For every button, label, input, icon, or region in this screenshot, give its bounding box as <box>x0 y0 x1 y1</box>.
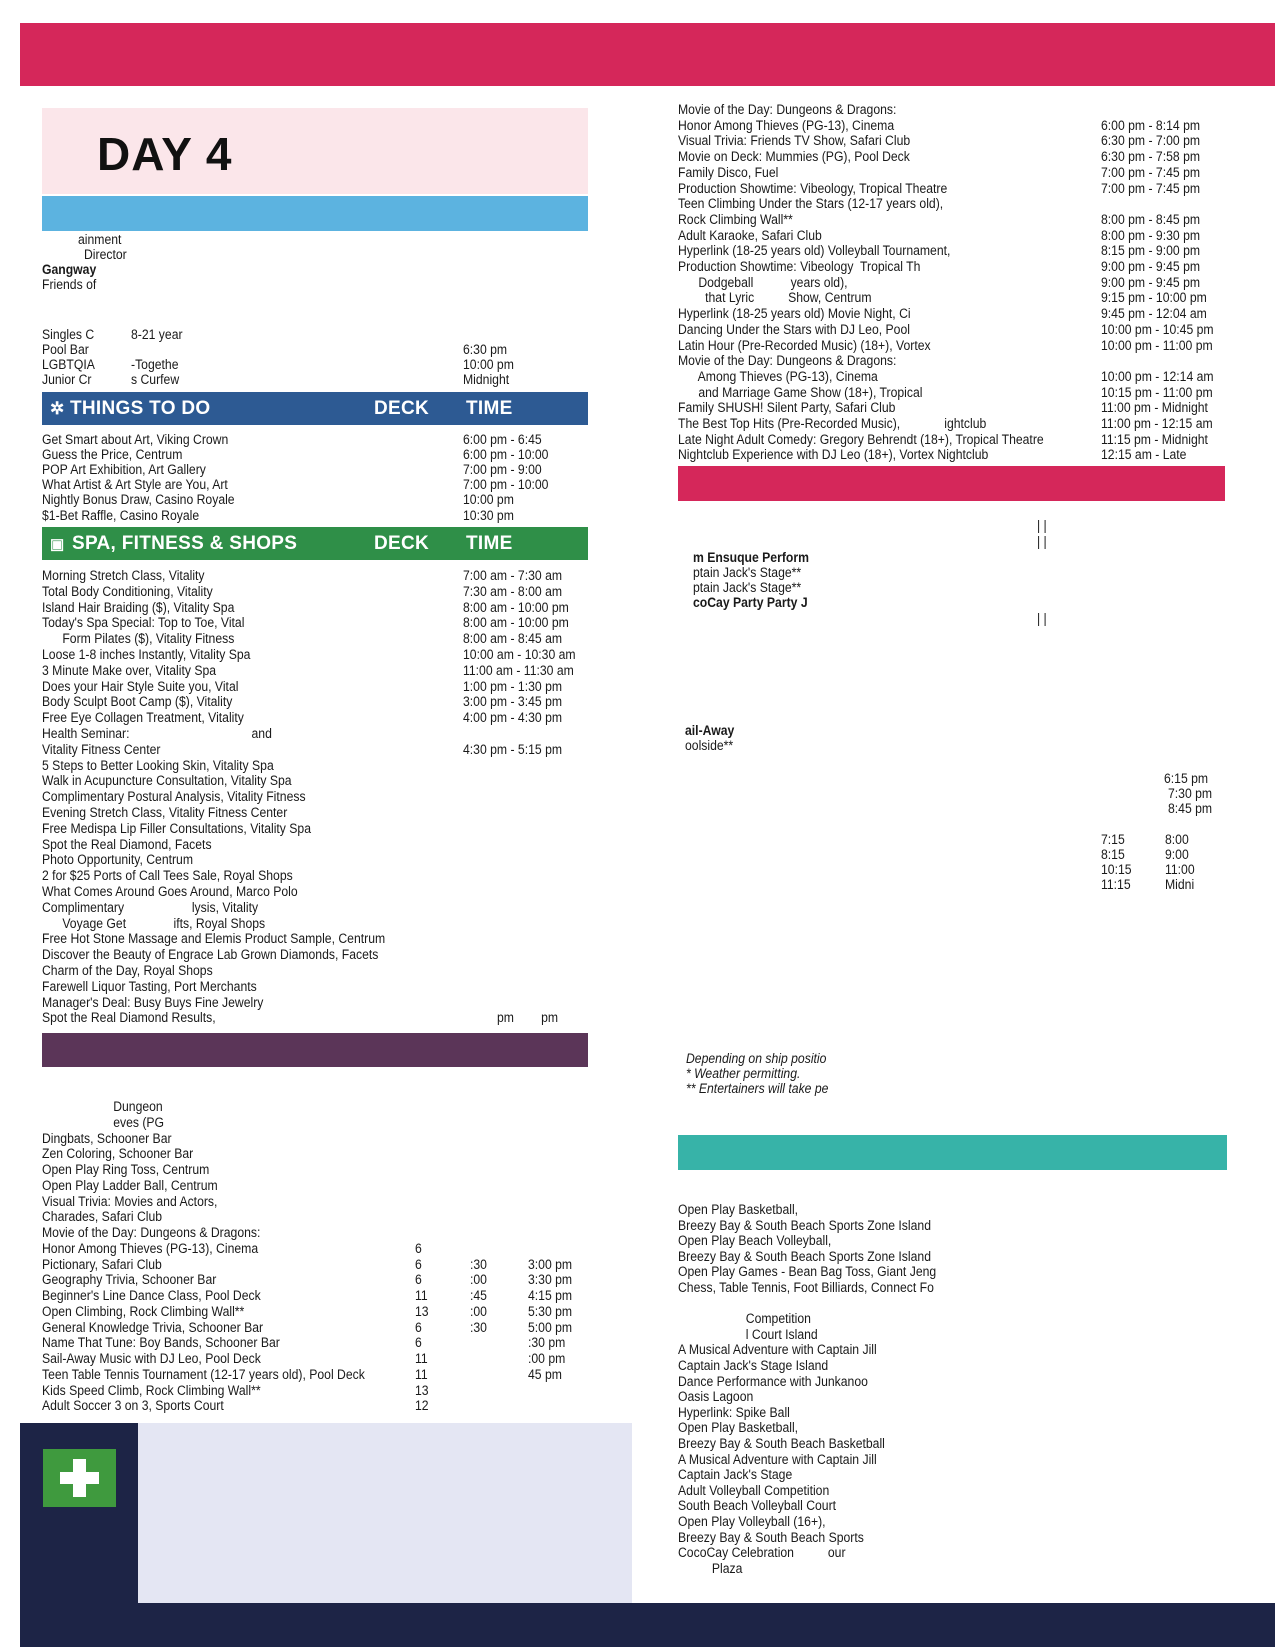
island-activity-line: Open Play Games - Bean Bag Toss, Giant Jeng <box>678 1264 937 1281</box>
spa-event-time: 7:00 am - 7:30 am <box>463 568 563 584</box>
sailaway-line: ail-Away <box>685 723 735 739</box>
island-activity-line: Plaza <box>678 1560 743 1577</box>
activity-name: Adult Soccer 3 on 3, Sports Court <box>42 1398 224 1415</box>
activity-end: 3:00 pm <box>528 1256 573 1273</box>
activity-end: 45 pm <box>528 1366 562 1383</box>
activity-name: Teen Table Tennis Tournament (12-17 years old), Pool Deck <box>42 1366 365 1383</box>
spa-event-name: Morning Stretch Class, Vitality <box>42 568 205 584</box>
evening-event-name: Family SHUSH! Silent Party, Safari Club <box>678 400 896 417</box>
spa-event-name: Total Body Conditioning, Vitality <box>42 583 213 600</box>
spa-event-name: Complimentary Postural Analysis, Vitality Fitness <box>42 789 306 806</box>
activity-name: Charades, Safari Club <box>42 1209 163 1226</box>
spa-fitness-shops-header <box>42 527 588 560</box>
spa-event-name: Vitality Fitness Center <box>42 741 161 758</box>
show-name: coCay Party Party J <box>693 595 808 612</box>
star-icon: ✲ <box>50 399 65 418</box>
activity-start: :30 <box>470 1256 487 1273</box>
spa-event-name: Walk in Acupuncture Consultation, Vitality Spa <box>42 773 292 790</box>
intro-event-time: Midnight <box>463 372 510 389</box>
spa-event-name: Body Sculpt Boot Camp ($), Vitality <box>42 694 233 711</box>
top-banner-bar <box>20 23 1275 86</box>
evening-event-name: Production Showtime: Vibeology Tropical Th <box>678 259 921 275</box>
things-event-name: Nightly Bonus Draw, Casino Royale <box>42 492 235 509</box>
spa-event-time: 8:00 am - 10:00 pm <box>463 599 569 616</box>
footnote-line: ** Entertainers will take pe <box>686 1081 829 1098</box>
activity-deck: 13 <box>415 1303 429 1320</box>
activity-name: Movie of the Day: Dungeons & Dragons: <box>42 1225 261 1241</box>
column-marker: | | <box>1037 534 1047 550</box>
intro-event-detail: 8-21 year <box>131 327 183 343</box>
evening-event-name: and Marriage Game Show (18+), Tropical <box>678 384 923 401</box>
evening-event-name: Production Showtime: Vibeology, Tropical Theatre <box>678 180 948 197</box>
things-event-time: 10:30 pm <box>463 507 514 524</box>
activity-end: 4:15 pm <box>528 1288 573 1304</box>
evening-event-time: 9:45 pm - 12:04 am <box>1101 306 1207 323</box>
show-time-late: 9:00 <box>1165 847 1189 864</box>
evening-event-time: 8:00 pm - 9:30 pm <box>1101 227 1201 244</box>
activity-deck: 12 <box>415 1398 429 1415</box>
show-name: m Ensuque Perform <box>693 550 809 566</box>
island-activity-line: Hyperlink: Spike Ball <box>678 1404 790 1421</box>
evening-event-name: Movie on Deck: Mummies (PG), Pool Deck <box>678 149 910 166</box>
spa-event-time: 4:30 pm - 5:15 pm <box>463 741 563 758</box>
things-event-time: 7:00 pm - 10:00 <box>463 477 549 494</box>
activity-name: General Knowledge Trivia, Schooner Bar <box>42 1319 264 1336</box>
island-activity-line: l Court Island <box>678 1326 818 1343</box>
island-activity-line: Competition <box>678 1311 811 1328</box>
evening-event-name: Adult Karaoke, Safari Club <box>678 227 822 244</box>
island-activity-line: Breezy Bay & South Beach Sports Zone Island <box>678 1217 931 1234</box>
spa-event-name: Complimentary lysis, Vitality <box>42 899 259 916</box>
evening-event-name: Among Thieves (PG-13), Cinema <box>678 368 878 385</box>
show-name: ptain Jack's Stage** <box>693 565 802 582</box>
activity-start: :30 <box>470 1319 487 1336</box>
activity-end: 5:30 pm <box>528 1303 573 1320</box>
evening-event-time: 8:00 pm - 8:45 pm <box>1101 211 1201 228</box>
spa-event-name: 2 for $25 Ports of Call Tees Sale, Royal Shops <box>42 868 293 885</box>
day-title: DAY 4 <box>97 128 233 180</box>
activity-name: eves (PG <box>42 1114 165 1131</box>
activity-deck: 6 <box>415 1272 422 1289</box>
spa-event-time: 10:00 am - 10:30 am <box>463 647 576 663</box>
time-column-label: TIME <box>466 398 513 419</box>
spa-fitness-shops-title: SPA, FITNESS & SHOPS <box>72 533 298 554</box>
evening-event-time: 9:15 pm - 10:00 pm <box>1101 290 1207 307</box>
activity-deck: 13 <box>415 1382 429 1399</box>
activity-name: Open Play Ring Toss, Centrum <box>42 1162 210 1178</box>
spa-event-time: 1:00 pm - 1:30 pm <box>463 678 563 695</box>
spa-event-name: Charm of the Day, Royal Shops <box>42 963 213 979</box>
activity-name: Dingbats, Schooner Bar <box>42 1130 172 1147</box>
island-activity-line: Captain Jack's Stage Island <box>678 1358 829 1374</box>
activity-name: Name That Tune: Boy Bands, Schooner Bar <box>42 1335 280 1352</box>
intro-event-detail: -Togethe <box>131 357 179 374</box>
evening-event-time: 10:00 pm - 12:14 am <box>1101 368 1214 385</box>
evening-event-name: The Best Top Hits (Pre-Recorded Music), ightclub <box>678 416 987 432</box>
evening-event-time: 9:00 pm - 9:45 pm <box>1101 274 1201 291</box>
intro-event-time: 10:00 pm <box>463 357 514 374</box>
spa-event-name: Loose 1-8 inches Instantly, Vitality Spa <box>42 647 251 663</box>
island-activity-line: Breezy Bay & South Beach Sports Zone Island <box>678 1248 931 1265</box>
spa-event-time: 4:00 pm - 4:30 pm <box>463 710 563 727</box>
things-event-name: What Artist & Art Style are You, Art <box>42 477 228 494</box>
bottom-banner-bar <box>20 1603 1275 1647</box>
sailaway-line: oolside** <box>685 738 734 755</box>
things-event-time: 6:00 pm - 10:00 <box>463 447 549 464</box>
evening-event-time: 8:15 pm - 9:00 pm <box>1101 243 1201 260</box>
spa-event-name: Today's Spa Special: Top to Toe, Vital <box>42 615 245 632</box>
footnote-line: * Weather permitting. <box>686 1066 801 1083</box>
activity-name: Beginner's Line Dance Class, Pool Deck <box>42 1288 261 1304</box>
evening-event-time: 6:30 pm - 7:00 pm <box>1101 133 1201 150</box>
spa-event-time: 8:00 am - 8:45 am <box>463 631 563 648</box>
evening-event-time: 10:00 pm - 10:45 pm <box>1101 321 1214 338</box>
things-event-time: 10:00 pm <box>463 492 514 509</box>
activity-name: Geography Trivia, Schooner Bar <box>42 1272 217 1289</box>
activity-name: Pictionary, Safari Club <box>42 1256 162 1273</box>
island-activity-line: Captain Jack's Stage <box>678 1467 793 1484</box>
evening-event-name: Hyperlink (18-25 years old) Volleyball Tournament, <box>678 243 951 260</box>
activity-name: Open Play Ladder Ball, Centrum <box>42 1177 218 1194</box>
things-to-do-title: THINGS TO DO <box>70 398 211 419</box>
island-activity-line: Breezy Bay & South Beach Sports <box>678 1529 864 1546</box>
show-time: 8:45 pm <box>1168 801 1213 818</box>
things-event-name: Guess the Price, Centrum <box>42 447 183 464</box>
evening-event-name: Latin Hour (Pre-Recorded Music) (18+), Vortex <box>678 337 931 354</box>
activity-name: Dungeon <box>42 1099 163 1115</box>
island-activity-line: Open Play Beach Volleyball, <box>678 1233 832 1250</box>
activity-name: Kids Speed Climb, Rock Climbing Wall** <box>42 1382 261 1399</box>
activity-deck: 6 <box>415 1319 422 1336</box>
intro-event-name: Pool Bar <box>42 342 89 359</box>
activity-name: Open Climbing, Rock Climbing Wall** <box>42 1303 245 1320</box>
deck-column-label: DECK <box>374 398 430 419</box>
evening-event-name: Teen Climbing Under the Stars (12-17 years old), <box>678 196 944 213</box>
intro-line: Friends of <box>42 277 97 294</box>
evening-event-time: 6:30 pm - 7:58 pm <box>1101 149 1201 166</box>
evening-event-time: 11:00 pm - 12:15 am <box>1101 416 1213 432</box>
activity-deck: 11 <box>415 1288 428 1304</box>
spa-event-name: Evening Stretch Class, Vitality Fitness Center <box>42 805 288 821</box>
things-event-name: Get Smart about Art, Viking Crown <box>42 432 229 448</box>
evening-event-name: Movie of the Day: Dungeons & Dragons: <box>678 353 897 370</box>
spa-event-time: 3:00 pm - 3:45 pm <box>463 694 563 711</box>
intro-event-detail: s Curfew <box>131 372 180 389</box>
island-activity-line: Open Play Volleyball (16+), <box>678 1514 826 1530</box>
spa-event-name: Manager's Deal: Busy Buys Fine Jewelry <box>42 994 264 1011</box>
column-marker: | | <box>1037 518 1047 534</box>
evening-event-name: Late Night Adult Comedy: Gregory Behrendt (18+), Tropical Theatre <box>678 431 1044 448</box>
spa-event-name: Spot the Real Diamond, Facets <box>42 836 212 853</box>
things-event-time: 6:00 pm - 6:45 <box>463 432 542 448</box>
spa-event-name: Voyage Get ifts, Royal Shops <box>42 915 266 932</box>
spa-event-name: Farewell Liquor Tasting, Port Merchants <box>42 978 257 995</box>
spa-event-name: Free Eye Collagen Treatment, Vitality <box>42 710 244 727</box>
show-time-early: 11:15 <box>1101 877 1131 894</box>
spa-event-time: 8:00 am - 10:00 pm <box>463 615 569 632</box>
island-activity-line: A Musical Adventure with Captain Jill <box>678 1342 877 1359</box>
activity-deck: 11 <box>415 1351 428 1367</box>
column-marker: | | <box>1037 611 1047 627</box>
show-name: ptain Jack's Stage** <box>693 580 802 597</box>
footnote-line: Depending on ship positio <box>686 1051 827 1067</box>
activity-start: :00 <box>470 1303 487 1320</box>
evening-event-name: Movie of the Day: Dungeons & Dragons: <box>678 102 897 118</box>
activity-start: :00 <box>470 1272 487 1289</box>
island-activity-line: Open Play Basketball, <box>678 1202 799 1218</box>
activity-name: Zen Coloring, Schooner Bar <box>42 1146 194 1163</box>
show-time: 6:15 pm <box>1164 771 1209 787</box>
spa-event-name: Photo Opportunity, Centrum <box>42 852 194 869</box>
island-activity-line: Chess, Table Tennis, Foot Billiards, Connect Fo <box>678 1280 934 1296</box>
medical-cross-icon <box>43 1449 116 1507</box>
spa-event-time: 7:30 am - 8:00 am <box>463 583 563 600</box>
activity-end: 3:30 pm <box>528 1272 573 1289</box>
activity-end: :00 pm <box>528 1351 566 1367</box>
activity-end: 5:00 pm <box>528 1319 573 1336</box>
activity-start: :45 <box>470 1288 487 1304</box>
evening-event-time: 12:15 am - Late <box>1101 447 1187 464</box>
island-activity-line: Breezy Bay & South Beach Basketball <box>678 1436 885 1452</box>
things-event-name: $1-Bet Raffle, Casino Royale <box>42 507 200 524</box>
island-header-bar <box>678 1135 1227 1170</box>
island-activity-line: CocoCay Celebration our <box>678 1545 846 1562</box>
show-time-early: 8:15 <box>1101 847 1125 864</box>
spa-event-name: Spot the Real Diamond Results, <box>42 1010 216 1027</box>
activities-header <box>42 1033 588 1067</box>
activity-name: Sail-Away Music with DJ Leo, Pool Deck <box>42 1351 261 1367</box>
evening-event-time: 7:00 pm - 7:45 pm <box>1101 164 1201 181</box>
intro-line: Director <box>84 247 127 264</box>
spa-event-name: 5 Steps to Better Looking Skin, Vitality Spa <box>42 757 274 774</box>
activity-deck: 6 <box>415 1240 422 1257</box>
evening-event-time: 10:00 pm - 11:00 pm <box>1101 337 1213 354</box>
evening-event-name: Nightclub Experience with DJ Leo (18+), Vortex Nightclub <box>678 447 989 464</box>
things-event-time: 7:00 pm - 9:00 <box>463 462 542 479</box>
island-activity-line: Open Play Basketball, <box>678 1420 799 1437</box>
activity-deck: 6 <box>415 1335 422 1352</box>
activity-deck: 6 <box>415 1256 422 1273</box>
time-column-label: TIME <box>466 533 513 554</box>
evening-event-time: 11:15 pm - Midnight <box>1101 431 1208 448</box>
evening-event-name: Visual Trivia: Friends TV Show, Safari Club <box>678 133 911 150</box>
evening-event-time: 9:00 pm - 9:45 pm <box>1101 259 1201 275</box>
spa-event-name: Free Hot Stone Massage and Elemis Product Sample, Centrum <box>42 931 386 948</box>
deck-column-label: DECK <box>374 533 430 554</box>
spa-event-name: Free Medispa Lip Filler Consultations, Vitality Spa <box>42 820 312 837</box>
evening-event-time: 10:15 pm - 11:00 pm <box>1101 384 1213 401</box>
evening-event-name: Dodgeball years old), <box>678 274 848 291</box>
evening-event-time: 11:00 pm - Midnight <box>1101 400 1208 417</box>
section-divider-bar <box>678 466 1225 501</box>
evening-event-time: 6:00 pm - 8:14 pm <box>1101 117 1201 134</box>
island-activity-line: Dance Performance with Junkanoo <box>678 1373 868 1390</box>
things-event-name: POP Art Exhibition, Art Gallery <box>42 462 206 479</box>
evening-event-name: Rock Climbing Wall** <box>678 211 793 228</box>
activity-name: Visual Trivia: Movies and Actors, <box>42 1193 218 1210</box>
evening-event-time: 7:00 pm - 7:45 pm <box>1101 180 1201 197</box>
show-time-late: Midni <box>1165 877 1195 894</box>
activity-name: Honor Among Thieves (PG-13), Cinema <box>42 1240 259 1257</box>
show-time-early: 7:15 <box>1101 832 1125 848</box>
intro-event-time: 6:30 pm <box>463 342 508 359</box>
intro-line: Gangway <box>42 262 97 279</box>
spa-event-name: Health Seminar: and <box>42 726 272 742</box>
show-time-late: 8:00 <box>1165 832 1189 848</box>
spa-event-name: Island Hair Braiding ($), Vitality Spa <box>42 599 235 616</box>
evening-event-name: Dancing Under the Stars with DJ Leo, Pool <box>678 321 910 338</box>
activity-end: :30 pm <box>528 1335 566 1352</box>
spa-event-name: 3 Minute Make over, Vitality Spa <box>42 662 217 679</box>
spa-event-time: 11:00 am - 11:30 am <box>463 662 574 679</box>
evening-event-name: Family Disco, Fuel <box>678 164 779 181</box>
show-time-early: 10:15 <box>1101 862 1132 879</box>
spa-event-name: Does your Hair Style Suite you, Vital <box>42 678 239 695</box>
show-time-late: 11:00 <box>1165 862 1195 879</box>
things-to-do-header <box>42 392 588 425</box>
spa-icon: ▣ <box>50 536 65 553</box>
island-activity-line: South Beach Volleyball Court <box>678 1498 837 1515</box>
intro-header-bar <box>42 196 588 231</box>
spa-event-time: pm pm <box>497 1010 559 1027</box>
intro-event-name: LGBTQIA <box>42 357 95 374</box>
island-activity-line: A Musical Adventure with Captain Jill <box>678 1451 877 1468</box>
evening-event-name: Hyperlink (18-25 years old) Movie Night, Ci <box>678 306 911 323</box>
spa-event-name: What Comes Around Goes Around, Marco Polo <box>42 884 298 900</box>
evening-event-name: that Lyric Show, Centrum <box>678 290 872 307</box>
intro-event-name: Singles C <box>42 327 95 343</box>
spa-event-name: Discover the Beauty of Engrace Lab Grown Diamonds, Facets <box>42 947 379 964</box>
island-activity-line: Oasis Lagoon <box>678 1389 754 1406</box>
island-activity-line: Adult Volleyball Competition <box>678 1482 830 1499</box>
intro-line: ainment <box>78 232 122 248</box>
activity-deck: 11 <box>415 1366 428 1383</box>
intro-event-name: Junior Cr <box>42 372 92 389</box>
spa-event-name: Form Pilates ($), Vitality Fitness <box>42 631 235 648</box>
show-time: 7:30 pm <box>1168 786 1213 803</box>
evening-event-name: Honor Among Thieves (PG-13), Cinema <box>678 117 895 134</box>
